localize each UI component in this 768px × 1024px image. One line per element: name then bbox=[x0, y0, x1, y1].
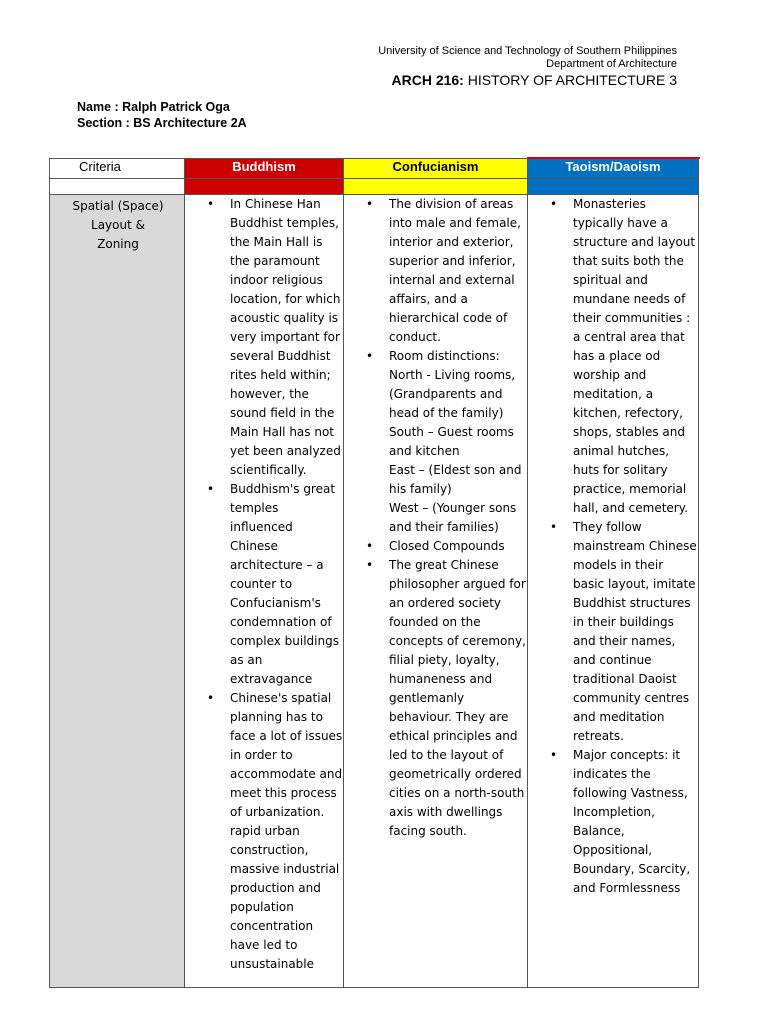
header-buddhism: Buddhism bbox=[185, 158, 344, 179]
list-item: • Monasteries typically have a structure and layout that suits both the spiritual and mundane needs of their communities : a central area that has a place od worship and meditation, a kitchen, refectory, shops, stables and animal hutches, huts for solitary practice, memorial hall, and cemetery. bbox=[528, 195, 698, 518]
header-accent-line bbox=[690, 157, 700, 159]
list-item: • In Chinese Han Buddhist temples, the Main Hall is the paramount indoor religious location, for which acoustic quality is very important for several Buddhist rites held within; however, the sound field in the Main Hall has not yet been analyzed scientifically. bbox=[185, 195, 343, 480]
confucianism-cell bbox=[344, 195, 528, 988]
list-item: • The great Chinese philosopher argued for an ordered society founded on the concepts of ceremony, filial piety, loyalty, humaneness and gentlemanly behaviour. They are ethical principles and led to the layout of geometrically ordered cities on a north-south axis with dwellings facing south. bbox=[344, 556, 527, 841]
list-item: East – (Eldest son and his family) bbox=[389, 463, 522, 496]
taoism-list bbox=[528, 195, 698, 898]
header-confucianism: Confucianism bbox=[344, 158, 528, 179]
list-item: • They follow mainstream Chinese models in their basic layout, imitate Buddhist structures in their buildings and their names, and continue traditional Daoist community centres and meditation retreats. bbox=[528, 518, 698, 746]
color-band-row bbox=[50, 179, 699, 195]
criteria-label: Spatial (Space) Layout & Zoning bbox=[72, 199, 164, 251]
list-item: • Closed Compounds bbox=[344, 537, 527, 556]
course-title bbox=[378, 71, 677, 89]
list-item: North - Living rooms, (Grandparents and head of the family) bbox=[389, 368, 516, 420]
header-taoism: Taoism/Daoism bbox=[528, 158, 699, 179]
table-row bbox=[50, 195, 699, 988]
list-item: • Buddhism's great temples influenced Chinese architecture – a counter to Confucianism's condemnation of complex buildings as an extravagance bbox=[185, 480, 343, 689]
list-item: • Major concepts: it indicates the following Vastness, Incompletion, Balance, Oppositional, Boundary, Scarcity, and Formlessness bbox=[528, 746, 698, 898]
university-name: University of Science and Technology of Southern Philippines bbox=[378, 45, 677, 57]
list-item: West – (Younger sons and their families) bbox=[389, 501, 517, 534]
band-confucianism bbox=[344, 179, 528, 195]
student-section: Section : BS Architecture 2A bbox=[77, 116, 247, 130]
header-criteria: Criteria bbox=[50, 158, 185, 179]
band-buddhism bbox=[185, 179, 344, 195]
criteria-cell bbox=[50, 195, 185, 988]
band-criteria bbox=[50, 179, 185, 195]
student-info bbox=[77, 99, 247, 131]
list-item: • Room distinctions: bbox=[344, 347, 527, 366]
buddhism-list bbox=[185, 195, 343, 974]
list-item: South – Guest rooms and kitchen bbox=[389, 425, 514, 458]
list-item: • The division of areas into male and female, interior and exterior, superior and inferior, internal and external affairs, and a hierarchical code of conduct. bbox=[344, 195, 527, 347]
student-name: Name : Ralph Patrick Oga bbox=[77, 100, 230, 114]
department-name: Department of Architecture bbox=[546, 58, 677, 70]
document-header bbox=[378, 45, 677, 89]
band-taoism bbox=[528, 179, 699, 195]
course-code: ARCH 216: bbox=[391, 72, 464, 88]
comparison-table bbox=[49, 157, 699, 988]
course-name: HISTORY OF ARCHITECTURE 3 bbox=[463, 72, 677, 88]
list-item: • Chinese's spatial planning has to face a lot of issues in order to accommodate and meet this process of urbanization. rapid urban construction, massive industrial production and population concentration have led to unsustainable bbox=[185, 689, 343, 974]
taoism-cell bbox=[528, 195, 699, 988]
confucianism-list bbox=[344, 195, 527, 841]
table-header-row bbox=[50, 158, 699, 179]
buddhism-cell bbox=[185, 195, 344, 988]
